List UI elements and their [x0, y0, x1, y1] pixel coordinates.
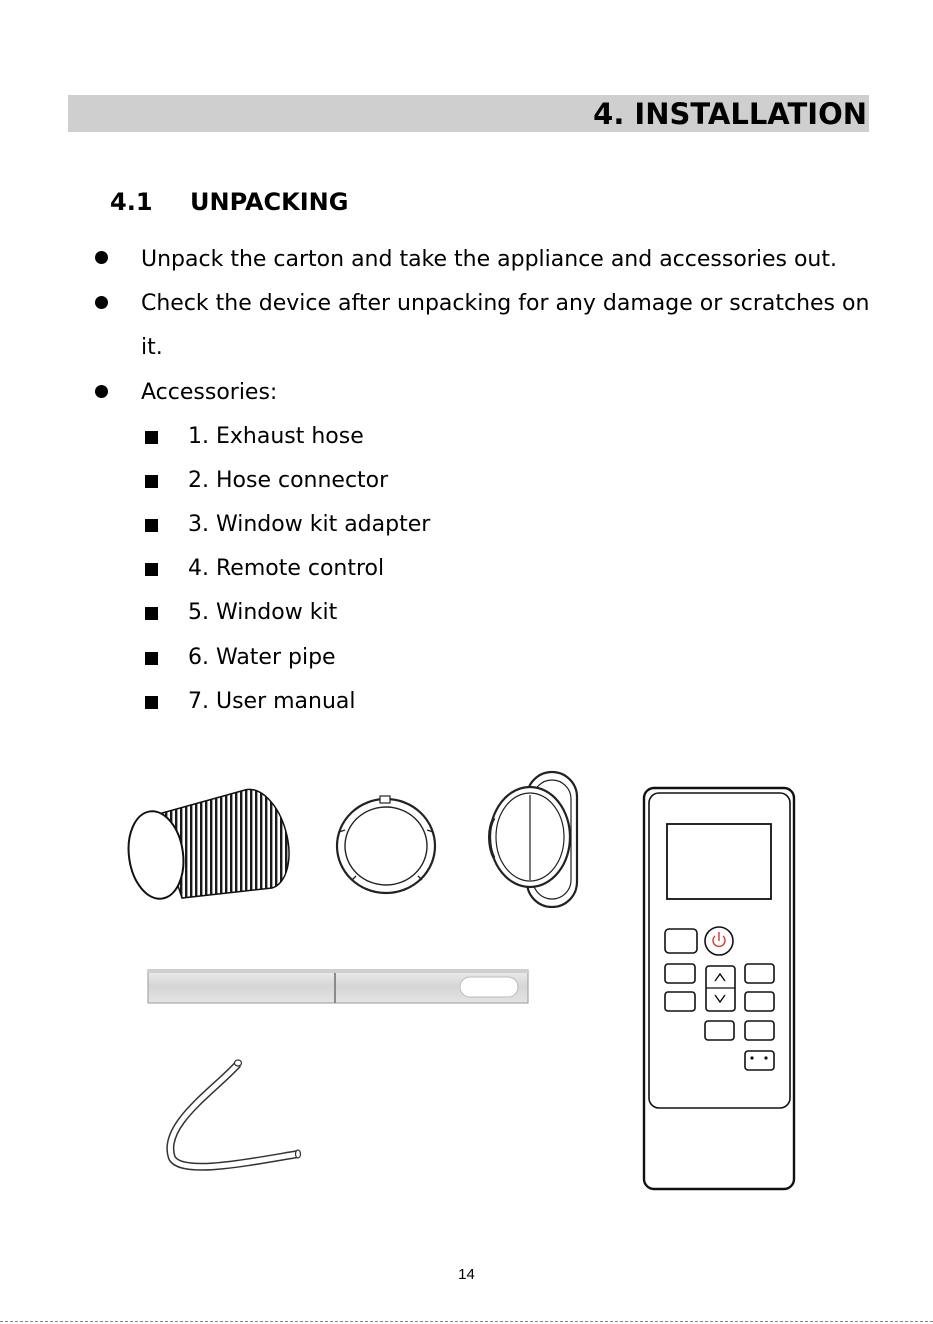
- section-title: UNPACKING: [190, 188, 349, 216]
- page-number: 14: [458, 1266, 475, 1283]
- accessory-item: 7. User manual: [188, 689, 356, 714]
- remote-control: [644, 788, 794, 1189]
- window-kit: [148, 969, 528, 1003]
- accessory-item: 4. Remote control: [188, 556, 385, 581]
- accessory-item: 3. Window kit adapter: [188, 512, 431, 537]
- accessory-item: 2. Hose connector: [188, 468, 389, 493]
- accessory-item: 1. Exhaust hose: [188, 424, 364, 449]
- hose-connector: [337, 796, 435, 893]
- accessory-item: 5. Window kit: [188, 600, 338, 625]
- chapter-title: 4. INSTALLATION: [593, 97, 867, 131]
- bullet-text-continued: it.: [141, 335, 163, 360]
- page-bottom-rule: [0, 1321, 933, 1322]
- accessory-item: 6. Water pipe: [188, 645, 336, 670]
- bullet-text: Accessories:: [141, 380, 278, 405]
- water-pipe: [170, 1060, 300, 1167]
- bullet-text: Unpack the carton and take the appliance and accessories out.: [141, 247, 837, 272]
- bullet-text: Check the device after unpacking for any damage or scratches on: [141, 291, 870, 316]
- window-kit-adapter: [490, 772, 578, 907]
- section-number: 4.1: [110, 188, 153, 216]
- exhaust-hose: [123, 789, 289, 902]
